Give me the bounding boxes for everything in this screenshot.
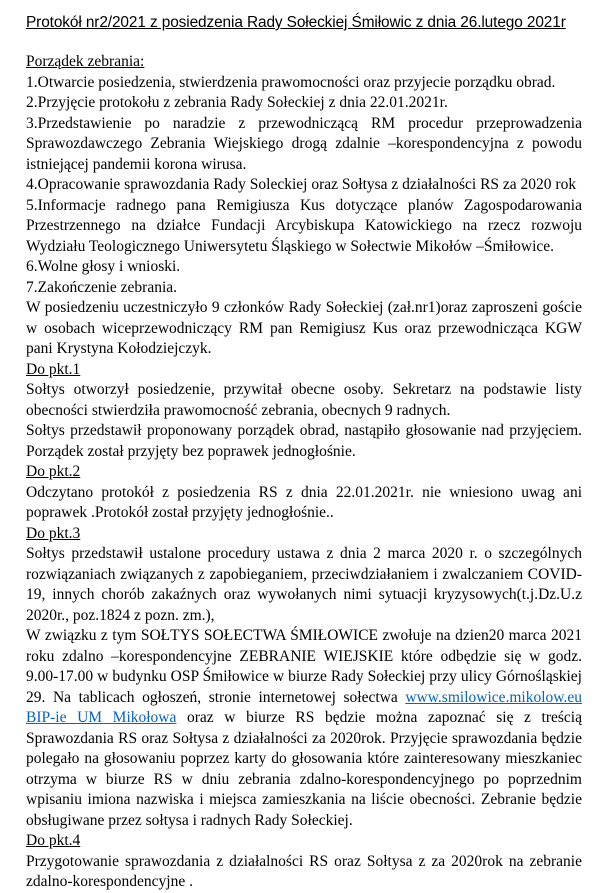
section-3-heading: Do pkt.3 bbox=[26, 524, 81, 542]
agenda-item-4: 4.Opracowanie sprawozdania Rady Soleckiej oraz Sołtysa z działalności RS za 2020 rok bbox=[26, 176, 577, 193]
section-2-paragraph-1: Odczytano protokół z posiedzenia RS z dnia 22.01.2021r. nie wniesiono uwag ani poprawek .Protokół został przyjęty jednogłośnie.. bbox=[26, 483, 582, 521]
section-3-paragraph-2-end: oraz w biurze RS będzie można zapoznać się z treścią Sprawozdania RS oraz Sołtysa z działalności za 2020rok. Przyjęcie sprawozdania będzie polegało na głosowaniu poprzez karty do głosowania które zainteresowany mieszkaniec otrzyma w biurze RS w dniu zebrania zdalno-korespondencyjnego po poprzednim wpisaniu imiona nazwiska i miejsca zamieszkania na liście obecności. Zebranie będzie obsługiwane przez sołtysa i radnych Rady Sołeckiej. bbox=[26, 709, 582, 829]
bip-mikolow-link[interactable]: BIP-ie UM Mikołowa bbox=[26, 709, 177, 726]
attendance-paragraph: W posiedzeniu uczestniczyło 9 członków Rady Sołeckiej (zał.nr1)oraz zaproszeni goście w osobach wiceprzewodniczący RM pan Remigiusz Kus oraz przewodnicząca KGW pani Krystyna Kołodziejczyk. bbox=[26, 299, 582, 357]
section-3-paragraph-1: Sołtys przedstawił ustalone procedury ustawa z dnia 2 marca 2020 r. o szczególnych rozwiązaniach związanych z zapobieganiem, przeciwdziałaniem i zwalczaniem COVID-19, innych chorób zakaźnych oraz wywołanych nimi sytuacji kryzysowych(t.j.Dz.U.z 2020r., poz.1824 z pozn. zm.), bbox=[26, 545, 582, 624]
agenda-item-3: 3.Przedstawienie po naradzie z przewodniczącą RM procedur przeprowadzenia Sprawozdawczego Zebrania Wiejskiego drogą zdalnie –korespondencyjna z powodu istniejącej pandemii korona wirusa. bbox=[26, 114, 582, 173]
document-body bbox=[26, 52, 582, 893]
section-2-heading: Do pkt.2 bbox=[26, 463, 81, 480]
agenda-item-5: 5.Informacje radnego pana Remigiusza Kus dotyczące planów Zagospodarowania Przestrzennego na działce Fundacji Arcybiskupa Katowickiego na rzecz rozwoju Wydziału Teologicznego Uniwersytetu Śląskiego w Sołectwie Mikołów –Śmiłowice. bbox=[26, 196, 582, 255]
agenda-item-2: 2.Przyjęcie protokołu z zebrania Rady Sołeckiej z dnia 22.01.2021r. bbox=[26, 94, 448, 111]
agenda-item-6: 6.Wolne głosy i wnioski. bbox=[26, 258, 181, 275]
agenda-heading: Porządek zebrania: bbox=[26, 53, 145, 70]
section-1-heading: Do pkt.1 bbox=[26, 360, 81, 378]
section-4-paragraph-1: Przygotowanie sprawozdania z działalności RS oraz Sołtysa z za 2020rok na zebranie zdalno-korespondencyjne . bbox=[26, 852, 582, 890]
document-title: Protokół nr2/2021 z posiedzenia Rady Sołeckiej Śmiłowic z dnia 26.lutego 2021r bbox=[26, 14, 566, 31]
section-1-paragraph-1: Sołtys otworzył posiedzenie, przywitał obecne osoby. Sekretarz na podstawie listy obecności stwierdziła prawomocność zebrania, obecnych 9 radnych. bbox=[26, 381, 582, 419]
section-4-heading: Do pkt.4 bbox=[26, 832, 81, 849]
agenda-item-1: 1.Otwarcie posiedzenia, stwierdzenia prawomocności oraz przyjecie porządku obrad. bbox=[26, 73, 556, 91]
section-1-paragraph-2: Sołtys przedstawił proponowany porządek obrad, nastąpiło głosowanie nad przyjęciem. Porządek został przyjęty bez poprawek jednogłośnie. bbox=[26, 422, 582, 460]
section-3-paragraph-2-start: W związku z tym SOŁTYS SOŁECTWA ŚMIŁOWICE zwołuje na dzien20 marca 2021 roku zdalno –korespondencyjne ZEBRANIE WIEJSKIE które odbędzie się w godz. 9.00-17.00 w budynku OSP Śmiłowice w biurze Rady Sołeckiej przy ulicy Górnośląskiej 29. Na tablicach ogłoszeń, stronie internetowej sołectwa bbox=[26, 627, 582, 706]
section-3-paragraph-2 bbox=[26, 626, 582, 831]
sołectwo-website-link[interactable]: www.smilowice.mikolow.eu bbox=[405, 688, 582, 706]
agenda-item-7: 7.Zakończenie zebrania. bbox=[26, 278, 178, 296]
